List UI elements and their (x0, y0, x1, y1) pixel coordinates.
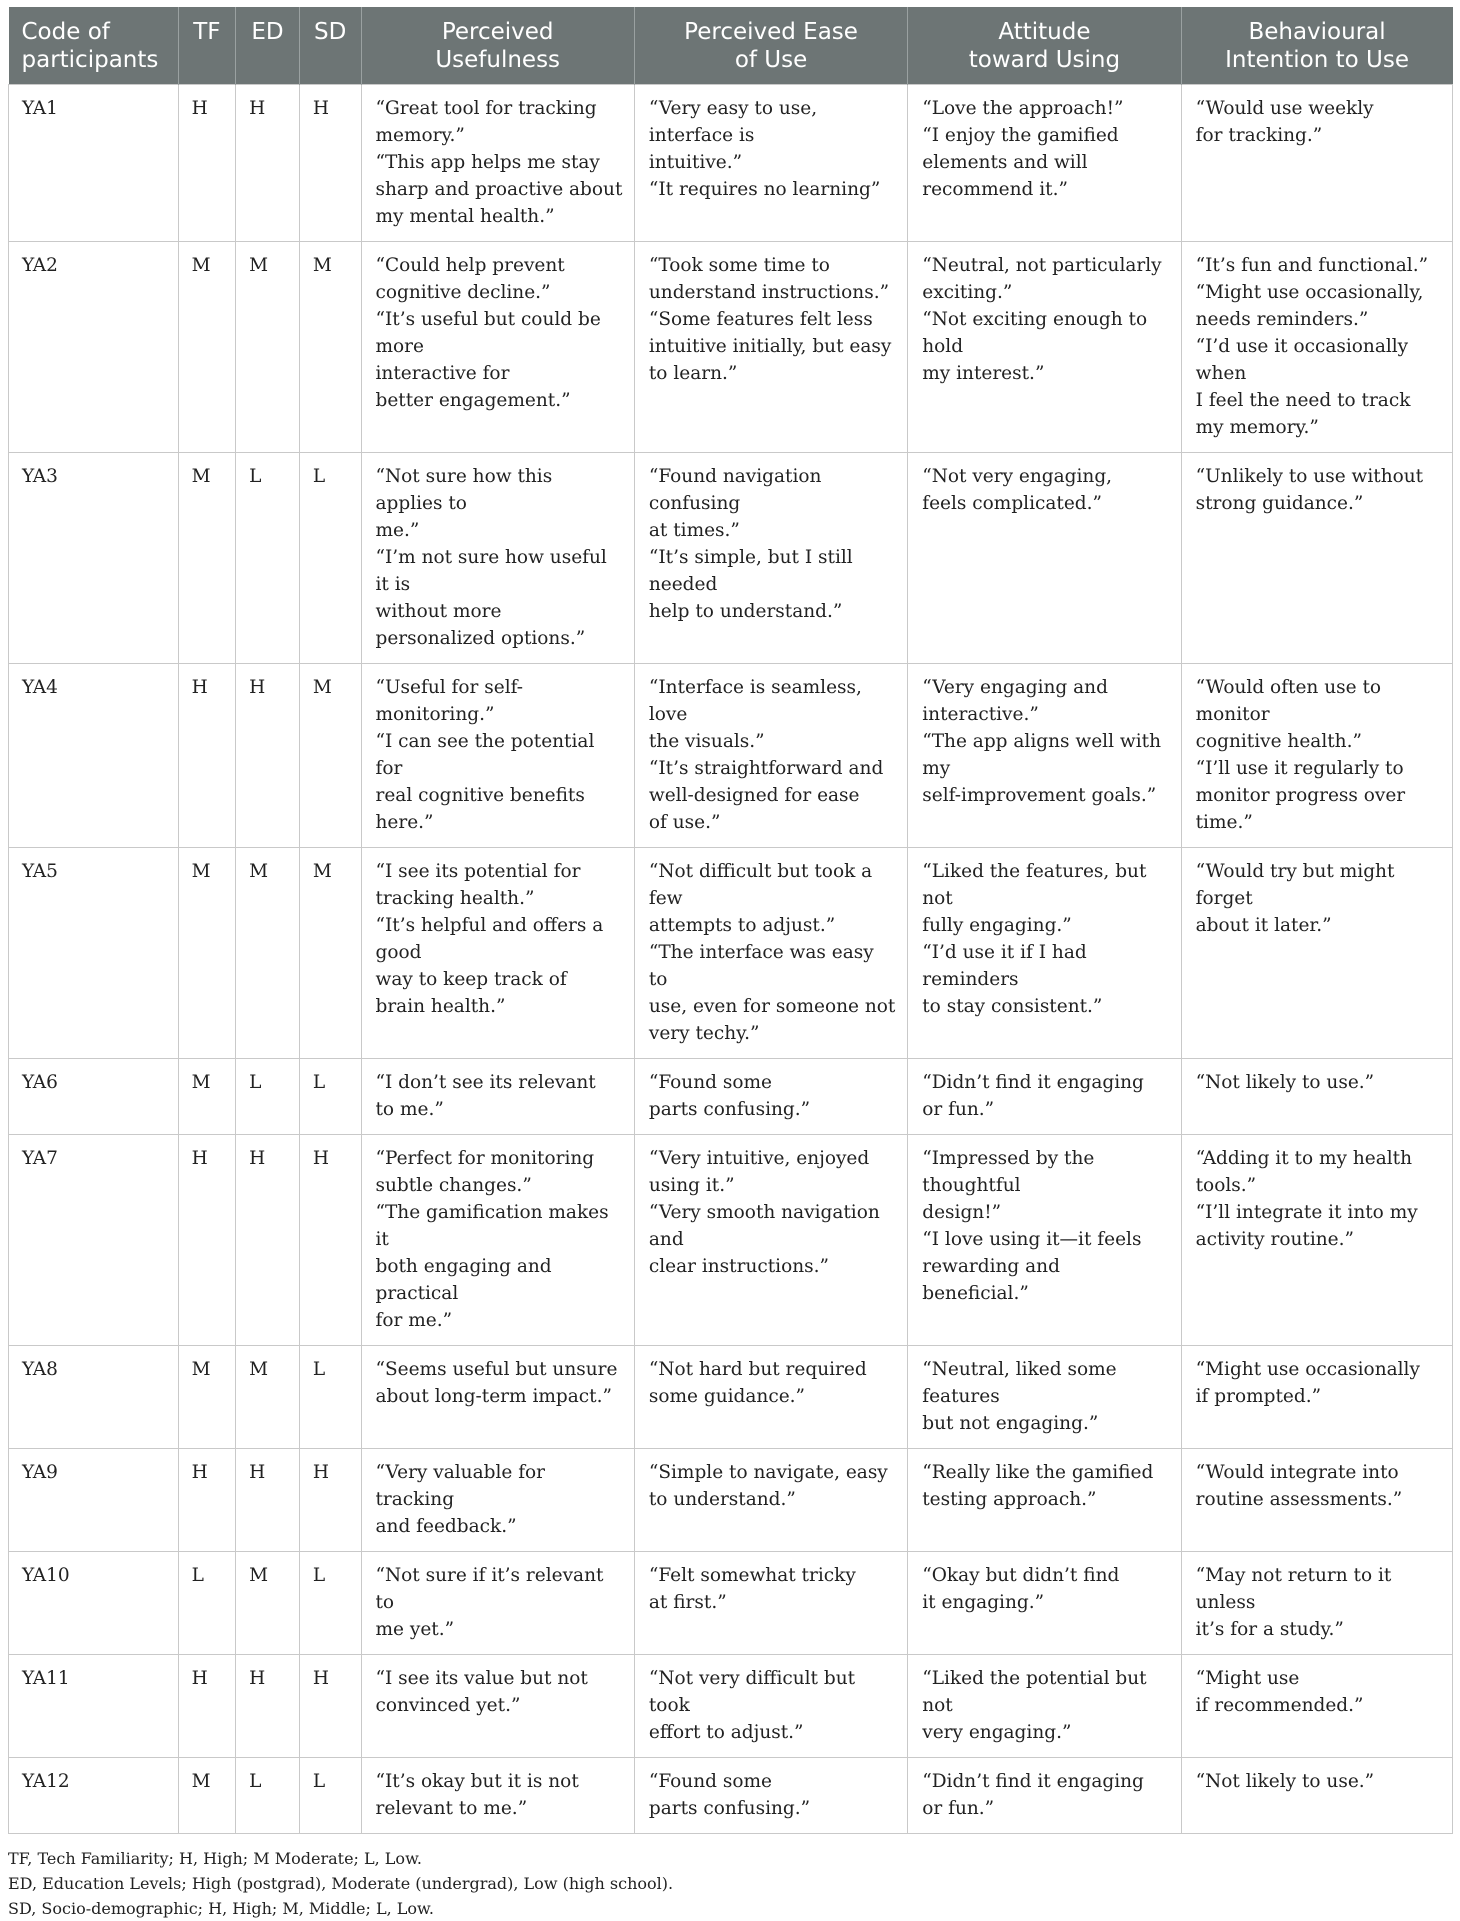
quote: “Very valuable for tracking and feedback.” (375, 1462, 546, 1537)
cell-atu (908, 1135, 1181, 1346)
cell-peou (634, 85, 907, 242)
cell-biu (1181, 1449, 1452, 1552)
quote: “It’s helpful and offers a good way to keep track of brain health.” (375, 915, 604, 1017)
cell-ed: L (236, 1758, 300, 1834)
cell-biu (1181, 1552, 1452, 1655)
quote: “May not return to it unless it’s for a study.” (1195, 1565, 1392, 1640)
cell-peou (634, 1449, 907, 1552)
header-row (9, 7, 1453, 85)
quote: “Liked the features, but not fully engaging.” (922, 861, 1147, 936)
table-row (9, 85, 1453, 242)
header-perceived-ease-of-use: Perceived Ease of Use (634, 7, 907, 85)
footnote: SD, Socio-demographic; H, High; M, Middle; L, Low. (8, 1899, 434, 1918)
cell-pu (361, 848, 634, 1059)
cell-biu (1181, 1346, 1452, 1449)
cell-tf: M (178, 1758, 236, 1834)
cell-ed: H (236, 664, 300, 848)
quote: “It’s useful but could be more interactive for better engagement.” (375, 309, 601, 411)
cell-peou (634, 664, 907, 848)
cell-ed: M (236, 848, 300, 1059)
cell-sd: H (299, 85, 361, 242)
cell-code: YA5 (9, 848, 179, 1059)
table-row (9, 1059, 1453, 1135)
cell-tf: M (178, 848, 236, 1059)
cell-atu (908, 664, 1181, 848)
quote: “Very intuitive, enjoyed using it.” (648, 1148, 870, 1196)
cell-tf: M (178, 453, 236, 664)
cell-peou (634, 1758, 907, 1834)
cell-code: YA4 (9, 664, 179, 848)
cell-sd: H (299, 1655, 361, 1758)
cell-pu (361, 1346, 634, 1449)
cell-pu (361, 85, 634, 242)
cell-code: YA8 (9, 1346, 179, 1449)
quote: “I see its potential for tracking health.” (375, 861, 581, 909)
quote: “The interface was easy to use, even for someone not very techy.” (648, 942, 896, 1044)
quote: “It’s okay but it is not relevant to me.” (375, 1771, 579, 1819)
cell-code: YA2 (9, 242, 179, 453)
cell-tf: L (178, 1552, 236, 1655)
header-behavioural-intention: Behavioural Intention to Use (1181, 7, 1452, 85)
quote: “I love using it—it feels rewarding and beneficial.” (922, 1229, 1142, 1304)
cell-sd: L (299, 453, 361, 664)
table-row (9, 453, 1453, 664)
participants-table (8, 7, 1453, 1834)
table-row (9, 1552, 1453, 1655)
cell-atu (908, 1758, 1181, 1834)
cell-ed: H (236, 1655, 300, 1758)
header-sd: SD (299, 7, 361, 85)
cell-pu (361, 664, 634, 848)
cell-biu (1181, 1655, 1452, 1758)
cell-tf: H (178, 1449, 236, 1552)
cell-biu (1181, 1059, 1452, 1135)
quote: “Okay but didn’t find it engaging.” (922, 1565, 1120, 1613)
cell-pu (361, 242, 634, 453)
quote: “Very smooth navigation and clear instructions.” (648, 1202, 880, 1277)
cell-peou (634, 242, 907, 453)
quote: “Didn’t find it engaging or fun.” (922, 1771, 1144, 1819)
cell-pu (361, 1059, 634, 1135)
quote: “I enjoy the gamified elements and will recommend it.” (922, 125, 1119, 200)
table-body (9, 85, 1453, 1834)
quote: “Very easy to use, interface is intuitive.” (648, 98, 818, 173)
header-attitude-toward-using: Attitude toward Using (908, 7, 1181, 85)
quote: “Not exciting enough to hold my interest.” (922, 309, 1148, 384)
cell-sd: L (299, 1059, 361, 1135)
cell-biu (1181, 1135, 1452, 1346)
quote: “I’ll integrate it into my activity routine.” (1195, 1202, 1418, 1250)
cell-peou (634, 1552, 907, 1655)
cell-pu (361, 1135, 634, 1346)
cell-code: YA3 (9, 453, 179, 664)
quote: “Simple to navigate, easy to understand.” (648, 1462, 888, 1510)
cell-peou (634, 848, 907, 1059)
cell-peou (634, 1059, 907, 1135)
cell-biu (1181, 848, 1452, 1059)
quote: “Not likely to use.” (1195, 1771, 1375, 1792)
cell-biu (1181, 453, 1452, 664)
table-footnotes (8, 1846, 1453, 1921)
cell-code: YA9 (9, 1449, 179, 1552)
cell-sd: L (299, 1758, 361, 1834)
quote: “Great tool for tracking memory.” (375, 98, 597, 146)
cell-sd: L (299, 1552, 361, 1655)
quote: “Not sure if it’s relevant to me yet.” (375, 1565, 604, 1640)
header-perceived-usefulness: Perceived Usefulness (361, 7, 634, 85)
cell-ed: M (236, 242, 300, 453)
cell-code: YA1 (9, 85, 179, 242)
quote: “It’s fun and functional.” (1195, 255, 1429, 276)
cell-pu (361, 1449, 634, 1552)
cell-ed: H (236, 1135, 300, 1346)
cell-atu (908, 848, 1181, 1059)
cell-tf: M (178, 242, 236, 453)
quote: “Adding it to my health tools.” (1195, 1148, 1413, 1196)
quote: “Neutral, not particularly exciting.” (922, 255, 1162, 303)
cell-atu (908, 1449, 1181, 1552)
cell-ed: H (236, 85, 300, 242)
quote: “Unlikely to use without strong guidance.” (1195, 466, 1424, 514)
quote: “Not very difficult but took effort to adjust.” (648, 1668, 856, 1743)
cell-ed: L (236, 1059, 300, 1135)
cell-ed: H (236, 1449, 300, 1552)
quote: “Not hard but required some guidance.” (648, 1359, 867, 1407)
cell-atu (908, 242, 1181, 453)
quote: “Took some time to understand instructions.” (648, 255, 890, 303)
quote: “Found some parts confusing.” (648, 1771, 811, 1819)
cell-atu (908, 1552, 1181, 1655)
cell-biu (1181, 664, 1452, 848)
table-container (8, 7, 1453, 1921)
table-row (9, 1346, 1453, 1449)
quote: “Neutral, liked some features but not engaging.” (922, 1359, 1117, 1434)
cell-sd: H (299, 1449, 361, 1552)
cell-sd: M (299, 848, 361, 1059)
quote: “I’m not sure how useful it is without more personalized options.” (375, 547, 607, 649)
cell-pu (361, 1655, 634, 1758)
cell-ed: M (236, 1552, 300, 1655)
cell-biu (1181, 1758, 1452, 1834)
cell-sd: M (299, 664, 361, 848)
table-row (9, 1655, 1453, 1758)
cell-atu (908, 1346, 1181, 1449)
quote: “Seems useful but unsure about long-term impact.” (375, 1359, 618, 1407)
quote: “This app helps me stay sharp and proactive about my mental health.” (375, 152, 623, 227)
quote: “Would use weekly for tracking.” (1195, 98, 1374, 146)
cell-tf: M (178, 1346, 236, 1449)
quote: “Would try but might forget about it later.” (1195, 861, 1395, 936)
quote: “Found navigation confusing at times.” (648, 466, 822, 541)
cell-ed: L (236, 453, 300, 664)
quote: “I’ll use it regularly to monitor progress over time.” (1195, 758, 1406, 833)
cell-biu (1181, 242, 1452, 453)
quote: “Felt somewhat tricky at first.” (648, 1565, 856, 1613)
table-row (9, 1135, 1453, 1346)
quote: “I’d use it occasionally when I feel the need to track my memory.” (1195, 336, 1411, 438)
header-tf: TF (178, 7, 236, 85)
cell-code: YA11 (9, 1655, 179, 1758)
cell-tf: H (178, 1655, 236, 1758)
quote: “I can see the potential for real cognitive benefits here.” (375, 731, 595, 833)
quote: “Not very engaging, feels complicated.” (922, 466, 1113, 514)
quote: “The app aligns well with my self-improvement goals.” (922, 731, 1161, 806)
cell-peou (634, 1346, 907, 1449)
quote: “Some features felt less intuitive initially, but easy to learn.” (648, 309, 892, 384)
cell-tf: H (178, 1135, 236, 1346)
cell-atu (908, 1059, 1181, 1135)
quote: “Might use occasionally if prompted.” (1195, 1359, 1420, 1407)
quote: “I see its value but not convinced yet.” (375, 1668, 588, 1716)
quote: “Interface is seamless, love the visuals.” (648, 677, 862, 752)
quote: “It requires no learning” (648, 179, 881, 200)
quote: “Not sure how this applies to me.” (375, 466, 553, 541)
footnote: TF, Tech Familiarity; H, High; M Moderate; L, Low. (8, 1849, 422, 1868)
quote: “Not likely to use.” (1195, 1072, 1375, 1093)
table-row (9, 242, 1453, 453)
cell-atu (908, 453, 1181, 664)
header-code: Code of participants (9, 7, 179, 85)
quote: “Perfect for monitoring subtle changes.” (375, 1148, 595, 1196)
quote: “Might use if recommended.” (1195, 1668, 1364, 1716)
table-row (9, 1758, 1453, 1834)
quote: “Would integrate into routine assessments.” (1195, 1462, 1403, 1510)
table-row (9, 1449, 1453, 1552)
header-ed: ED (236, 7, 300, 85)
cell-biu (1181, 85, 1452, 242)
cell-tf: H (178, 85, 236, 242)
cell-peou (634, 1655, 907, 1758)
footnote: ED, Education Levels; High (postgrad), Moderate (undergrad), Low (high school). (8, 1874, 674, 1893)
cell-tf: M (178, 1059, 236, 1135)
cell-pu (361, 1758, 634, 1834)
cell-pu (361, 453, 634, 664)
cell-peou (634, 453, 907, 664)
quote: “Love the approach!” (922, 98, 1124, 119)
quote: “Very engaging and interactive.” (922, 677, 1108, 725)
quote: “Could help prevent cognitive decline.” (375, 255, 565, 303)
cell-sd: H (299, 1135, 361, 1346)
quote: “Would often use to monitor cognitive health.” (1195, 677, 1382, 752)
quote: “Impressed by the thoughtful design!” (922, 1148, 1095, 1223)
cell-sd: M (299, 242, 361, 453)
cell-pu (361, 1552, 634, 1655)
cell-code: YA12 (9, 1758, 179, 1834)
quote: “It’s simple, but I still needed help to understand.” (648, 547, 853, 622)
quote: “I’d use it if I had reminders to stay consistent.” (922, 942, 1103, 1017)
quote: “Didn’t find it engaging or fun.” (922, 1072, 1144, 1120)
quote: “It’s straightforward and well-designed for ease of use.” (648, 758, 884, 833)
table-row (9, 848, 1453, 1059)
quote: “Really like the gamified testing approach.” (922, 1462, 1154, 1510)
quote: “Found some parts confusing.” (648, 1072, 811, 1120)
cell-tf: H (178, 664, 236, 848)
quote: “The gamification makes it both engaging and practical for me.” (375, 1202, 609, 1331)
quote: “Might use occasionally, needs reminders.” (1195, 282, 1424, 330)
cell-atu (908, 1655, 1181, 1758)
cell-code: YA7 (9, 1135, 179, 1346)
table-row (9, 664, 1453, 848)
quote: “Not difficult but took a few attempts to adjust.” (648, 861, 873, 936)
cell-code: YA6 (9, 1059, 179, 1135)
quote: “Liked the potential but not very engaging.” (922, 1668, 1147, 1743)
cell-atu (908, 85, 1181, 242)
quote: “I don’t see its relevant to me.” (375, 1072, 596, 1120)
cell-ed: M (236, 1346, 300, 1449)
cell-peou (634, 1135, 907, 1346)
cell-sd: L (299, 1346, 361, 1449)
cell-code: YA10 (9, 1552, 179, 1655)
quote: “Useful for self-monitoring.” (375, 677, 524, 725)
